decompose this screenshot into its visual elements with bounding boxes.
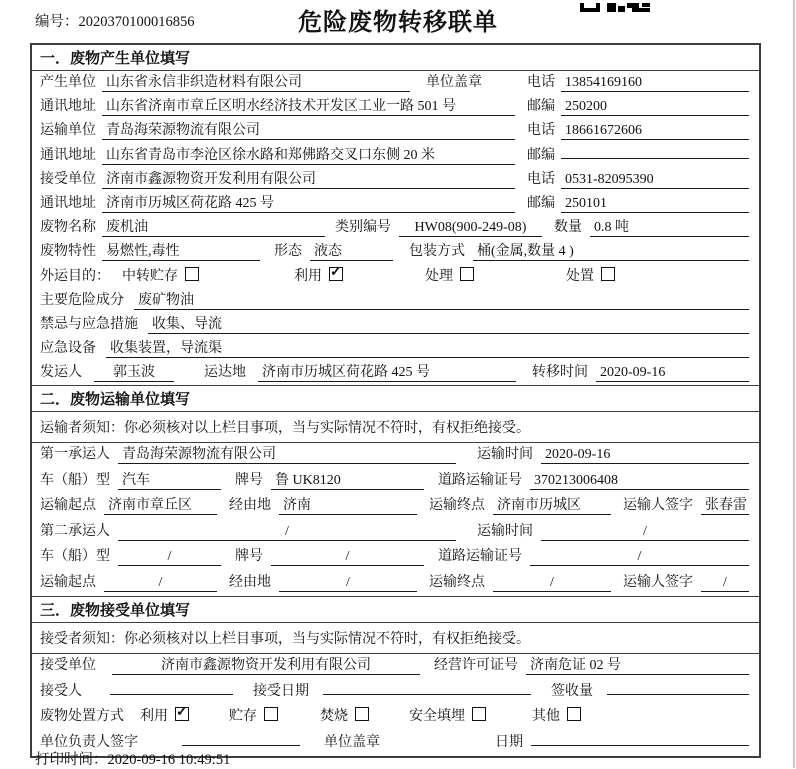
section2-title: 二．废物运输单位填写	[32, 386, 759, 412]
section1-title: 一．废物产生单位填写	[32, 45, 759, 71]
hazard-component-row	[32, 289, 759, 313]
producer-label: 产生单位	[40, 75, 96, 90]
addr2-value[interactable]: 山东省青岛市李沧区徐水路和郑佛路交叉口东侧 20 米	[102, 144, 515, 165]
road2-value[interactable]: /	[530, 549, 749, 566]
carrier1-value[interactable]: 青岛海荣源物流有限公司	[118, 443, 456, 464]
addr3-value[interactable]: 济南市历城区荷花路 425 号	[102, 192, 515, 213]
route1-row	[32, 494, 759, 520]
quantity-value[interactable]: 0.8 吨	[590, 216, 749, 237]
utilize-checkbox[interactable]	[329, 267, 343, 281]
taboo-measures-row	[32, 313, 759, 337]
amount-value[interactable]	[607, 694, 749, 695]
date2-label: 日期	[495, 734, 523, 750]
transporter-row	[32, 119, 759, 143]
equipment-label: 应急设备	[40, 341, 96, 357]
plate2-value[interactable]: /	[271, 549, 424, 566]
disposal-landfill-checkbox[interactable]	[472, 707, 486, 721]
vehicle1-row	[32, 469, 759, 495]
sign2-label: 运输人签字	[623, 574, 693, 590]
receiver-address-row	[32, 192, 759, 216]
road1-value[interactable]: 370213006408	[530, 473, 749, 490]
time2-label: 运输时间	[477, 523, 533, 539]
origin2-value[interactable]: /	[104, 575, 217, 592]
disposal-option-other: 其他	[532, 705, 581, 725]
character-label: 废物特性	[40, 244, 96, 260]
receiver-row	[32, 168, 759, 192]
vehicle1-value[interactable]: 汽车	[118, 469, 221, 490]
receiving-person-row	[32, 680, 759, 706]
character-value[interactable]: 易燃性,毒性	[102, 240, 260, 261]
receiving-unit-value[interactable]: 济南市鑫源物资开发利用有限公司	[112, 654, 420, 675]
qr-code-fragment-icon	[580, 0, 656, 18]
waste-name-value[interactable]: 废机油	[102, 216, 325, 237]
phone2-value[interactable]: 18661672606	[561, 123, 749, 140]
receiver-label: 接受单位	[40, 171, 96, 187]
license-label: 经营许可证号	[434, 658, 518, 674]
origin1-label: 运输起点	[40, 498, 96, 514]
print-time-value: 2020-09-16 10:49:51	[107, 752, 231, 768]
zip1-value[interactable]: 250200	[561, 99, 749, 116]
serial-label: 编号：	[35, 14, 79, 30]
head-sign-label: 单位负责人签字	[40, 734, 138, 750]
purpose-option-transfer-storage: 中转贮存	[122, 265, 199, 285]
carrier2-label: 第二承运人	[40, 523, 110, 539]
carrier1-label: 第一承运人	[40, 447, 110, 463]
vehicle2-value[interactable]: /	[118, 549, 221, 566]
zip3-value[interactable]: 250101	[561, 196, 749, 213]
vehicle2-row	[32, 545, 759, 571]
print-time	[35, 748, 230, 769]
purpose-option-treat: 处理	[425, 265, 474, 285]
unit-seal-label: 单位盖章	[426, 75, 482, 90]
route2-row	[32, 571, 759, 597]
disposal-store-checkbox[interactable]	[264, 707, 278, 721]
packing-label: 包装方式	[409, 244, 465, 260]
purpose-label: 外运目的：	[40, 268, 110, 284]
end2-value[interactable]: /	[493, 575, 611, 592]
end1-label: 运输终点	[429, 498, 485, 514]
first-carrier-row	[32, 443, 759, 469]
waste-character-row	[32, 240, 759, 264]
unit-seal2-label: 单位盖章	[324, 734, 380, 750]
disposal-option-store: 贮存	[229, 705, 278, 725]
license-value[interactable]: 济南危证 02 号	[526, 654, 749, 675]
person-label: 接受人	[40, 683, 82, 699]
transporter-address-row	[32, 144, 759, 168]
form-label: 形态	[274, 244, 302, 260]
vehicle1-label: 车（船）型	[40, 472, 110, 488]
time1-value[interactable]: 2020-09-16	[541, 447, 749, 464]
sign1-value[interactable]: 张春雷	[701, 494, 749, 515]
via2-label: 经由地	[229, 574, 271, 590]
second-carrier-row	[32, 520, 759, 546]
via2-value[interactable]: /	[279, 575, 417, 592]
category-label: 类别编号	[335, 220, 391, 236]
producer-address-row	[32, 95, 759, 119]
amount-label: 签收量	[551, 683, 593, 699]
via1-label: 经由地	[229, 498, 271, 514]
shipper-row	[32, 361, 759, 385]
disposal-label: 废物处置方式	[40, 709, 124, 725]
transporter-label: 运输单位	[40, 123, 96, 139]
receiving-unit-label: 接受单位	[40, 658, 96, 674]
transfer-time-label: 转移时间	[532, 365, 588, 381]
section-receiver	[32, 596, 759, 756]
transfer-manifest-form	[30, 43, 761, 758]
sign2-value[interactable]: /	[701, 575, 749, 592]
head-sign-value[interactable]	[182, 745, 300, 746]
packing-value[interactable]: 桶(金属,数量 4 )	[473, 240, 749, 261]
phone1-label: 电话	[527, 75, 555, 90]
receiver-value[interactable]: 济南市鑫源物资开发利用有限公司	[102, 168, 515, 189]
destination-label: 运达地	[204, 365, 246, 381]
receiver-notice: 接受者须知：你必须核对以上栏目事项，当与实际情况不符时，有权拒绝接受。	[32, 623, 759, 654]
phone2-label: 电话	[527, 123, 555, 139]
zip2-value[interactable]	[561, 158, 749, 159]
zip2-label: 邮编	[527, 147, 555, 163]
receiving-unit-row	[32, 654, 759, 680]
section-transporter	[32, 385, 759, 596]
person-value[interactable]	[110, 694, 233, 695]
disposal-utilize-checkbox[interactable]	[175, 707, 189, 721]
phone1-value[interactable]: 13854169160	[561, 75, 749, 92]
document-header	[0, 0, 796, 42]
page-edge-line	[793, 0, 795, 768]
form-value[interactable]: 液态	[310, 240, 393, 261]
section-producer	[32, 45, 759, 385]
treat-checkbox[interactable]	[460, 267, 474, 281]
producer-row	[32, 71, 759, 95]
equipment-value[interactable]: 收集装置，导流渠	[106, 337, 749, 358]
transfer-time-value[interactable]: 2020-09-16	[596, 365, 749, 382]
dispose-checkbox[interactable]	[601, 267, 615, 281]
page-title: 危险废物转移联单	[298, 10, 498, 36]
shipper-label: 发运人	[40, 365, 82, 381]
waste-name-label: 废物名称	[40, 220, 96, 236]
end2-label: 运输终点	[429, 574, 485, 590]
quantity-label: 数量	[554, 220, 582, 236]
plate1-label: 牌号	[235, 472, 263, 488]
sign1-label: 运输人签字	[623, 498, 693, 514]
addr1-value[interactable]: 山东省济南市章丘区明水经济技术开发区工业一路 501 号	[102, 95, 515, 116]
phone3-label: 电话	[527, 171, 555, 187]
emergency-equipment-row	[32, 337, 759, 361]
section3-title: 三．废物接受单位填写	[32, 597, 759, 623]
taboo-value[interactable]: 收集、导流	[148, 313, 749, 334]
category-value[interactable]: HW08(900-249-08)	[399, 220, 542, 237]
addr3-label: 通讯地址	[40, 195, 96, 211]
receive-date-value[interactable]	[323, 694, 531, 695]
hazard-label: 主要危险成分	[40, 292, 124, 308]
date2-value[interactable]	[531, 745, 749, 746]
destination-value[interactable]: 济南市历城区荷花路 425 号	[258, 361, 516, 382]
origin2-label: 运输起点	[40, 574, 96, 590]
transporter-value[interactable]: 青岛海荣源物流有限公司	[102, 119, 515, 140]
disposal-option-utilize: 利用 ✓	[140, 705, 189, 725]
shipper-value[interactable]: 郭玉波	[94, 361, 174, 382]
serial-value: 2020370100016856	[78, 14, 195, 30]
plate1-value[interactable]: 鲁 UK8120	[271, 469, 424, 490]
transporter-notice: 运输者须知：你必须核对以上栏目事项，当与实际情况不符时，有权拒绝接受。	[32, 412, 759, 443]
purpose-option-dispose: 处置	[566, 265, 615, 285]
waste-name-row	[32, 216, 759, 240]
receive-date-label: 接受日期	[253, 683, 309, 699]
via1-value[interactable]: 济南	[279, 494, 417, 515]
hazard-value[interactable]: 废矿物油	[134, 289, 749, 310]
zip1-label: 邮编	[527, 99, 555, 115]
print-time-label: 打印时间：	[35, 752, 108, 768]
taboo-label: 禁忌与应急措施	[40, 316, 138, 332]
transfer-storage-checkbox[interactable]	[185, 267, 199, 281]
vehicle2-label: 车（船）型	[40, 549, 110, 565]
phone3-value[interactable]: 0531-82095390	[561, 172, 749, 189]
producer-value[interactable]: 山东省永信非织造材料有限公司	[102, 71, 410, 92]
carrier2-value[interactable]: /	[118, 524, 456, 541]
addr1-label: 通讯地址	[40, 99, 96, 115]
road2-label: 道路运输证号	[438, 549, 522, 565]
disposal-option-incinerate: 焚烧	[320, 705, 369, 725]
road1-label: 道路运输证号	[438, 472, 522, 488]
origin1-value[interactable]: 济南市章丘区	[104, 494, 217, 515]
plate2-label: 牌号	[235, 549, 263, 565]
disposal-other-checkbox[interactable]	[567, 707, 581, 721]
disposal-incinerate-checkbox[interactable]	[355, 707, 369, 721]
disposal-option-landfill: 安全填埋	[409, 705, 486, 725]
purpose-option-utilize: 利用 ✓	[294, 265, 343, 285]
addr2-label: 通讯地址	[40, 147, 96, 163]
time1-label: 运输时间	[477, 447, 533, 463]
disposal-method-row	[32, 705, 759, 731]
purpose-row	[32, 265, 759, 289]
end1-value[interactable]: 济南市历城区	[493, 494, 611, 515]
zip3-label: 邮编	[527, 195, 555, 211]
time2-value[interactable]: /	[541, 524, 749, 541]
